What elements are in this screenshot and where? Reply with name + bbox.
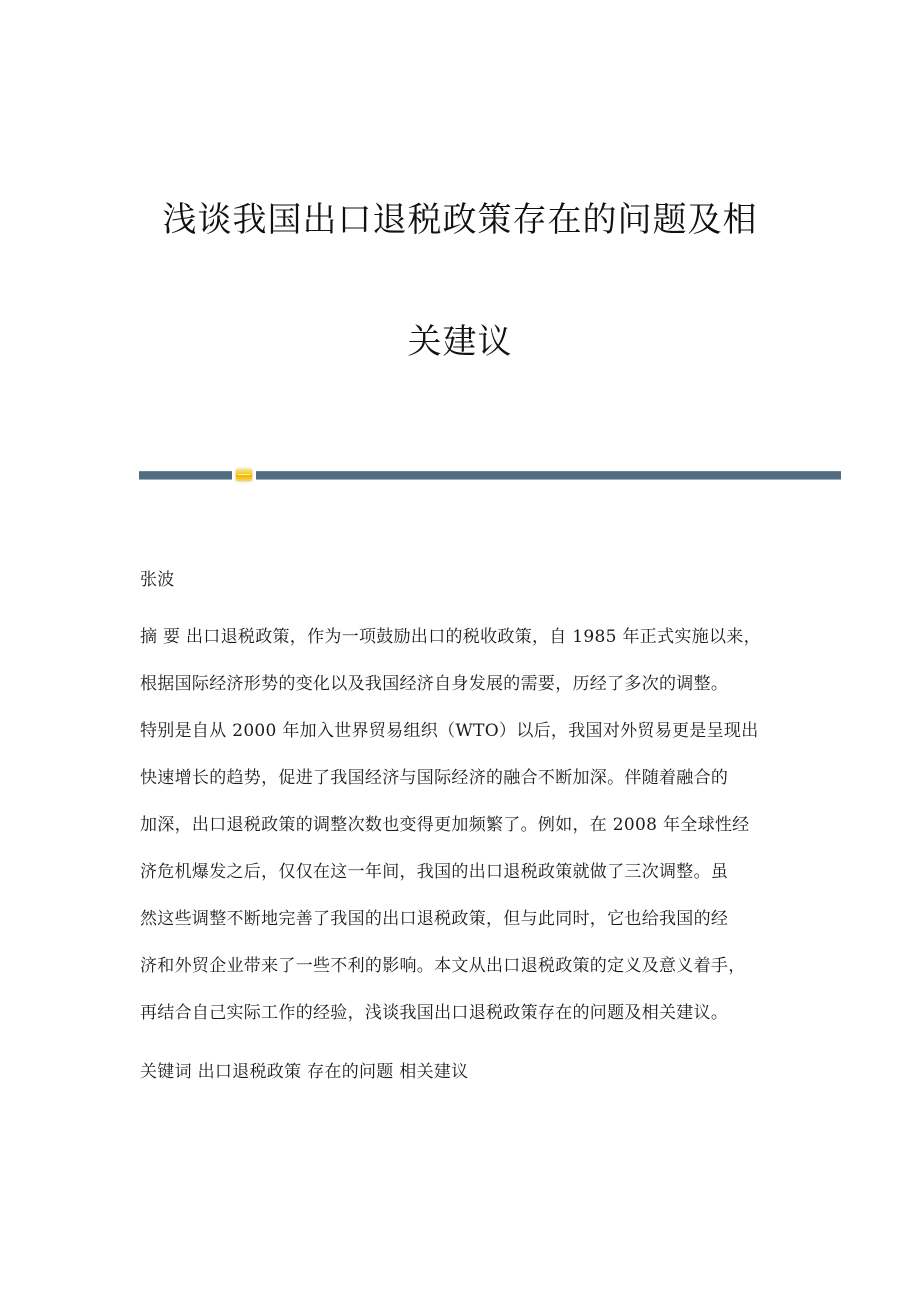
author-name: 张波 <box>140 570 175 590</box>
abstract-line: 快速增长的趋势，促进了我国经济与国际经济的融合不断加深。伴随着融合的 <box>140 768 729 788</box>
abstract-line: 然这些调整不断地完善了我国的出口退税政策，但与此同时，它也给我国的经 <box>140 909 729 929</box>
keywords-line: 关键词 出口退税政策 存在的问题 相关建议 <box>140 1062 469 1082</box>
document-title-line-1: 浅谈我国出口退税政策存在的问题及相 <box>162 200 758 240</box>
abstract-line: 再结合自己实际工作的经验，浅谈我国出口退税政策存在的问题及相关建议。 <box>140 1003 729 1023</box>
divider-bar-left <box>139 471 232 480</box>
abstract-line: 济危机爆发之后，仅仅在这一年间，我国的出口退税政策就做了三次调整。虽 <box>140 862 729 882</box>
abstract-line: 济和外贸企业带来了一些不利的影响。本文从出口退税政策的定义及意义着手， <box>140 956 746 976</box>
abstract-line: 特别是自从 2000 年加入世界贸易组织（WTO）以后，我国对外贸易更是呈现出 <box>140 721 759 741</box>
document-title-line-2: 关建议 <box>407 322 513 362</box>
yellow-bookmark-icon <box>236 469 252 481</box>
abstract-line: 根据国际经济形势的变化以及我国经济自身发展的需要，历经了多次的调整。 <box>140 674 729 694</box>
abstract-line: 摘 要 出口退税政策，作为一项鼓励出口的税收政策，自 1985 年正式实施以来， <box>140 627 761 647</box>
abstract-line: 加深，出口退税政策的调整次数也变得更加频繁了。例如，在 2008 年全球性经 <box>140 815 750 835</box>
divider-bar-right <box>256 471 841 480</box>
